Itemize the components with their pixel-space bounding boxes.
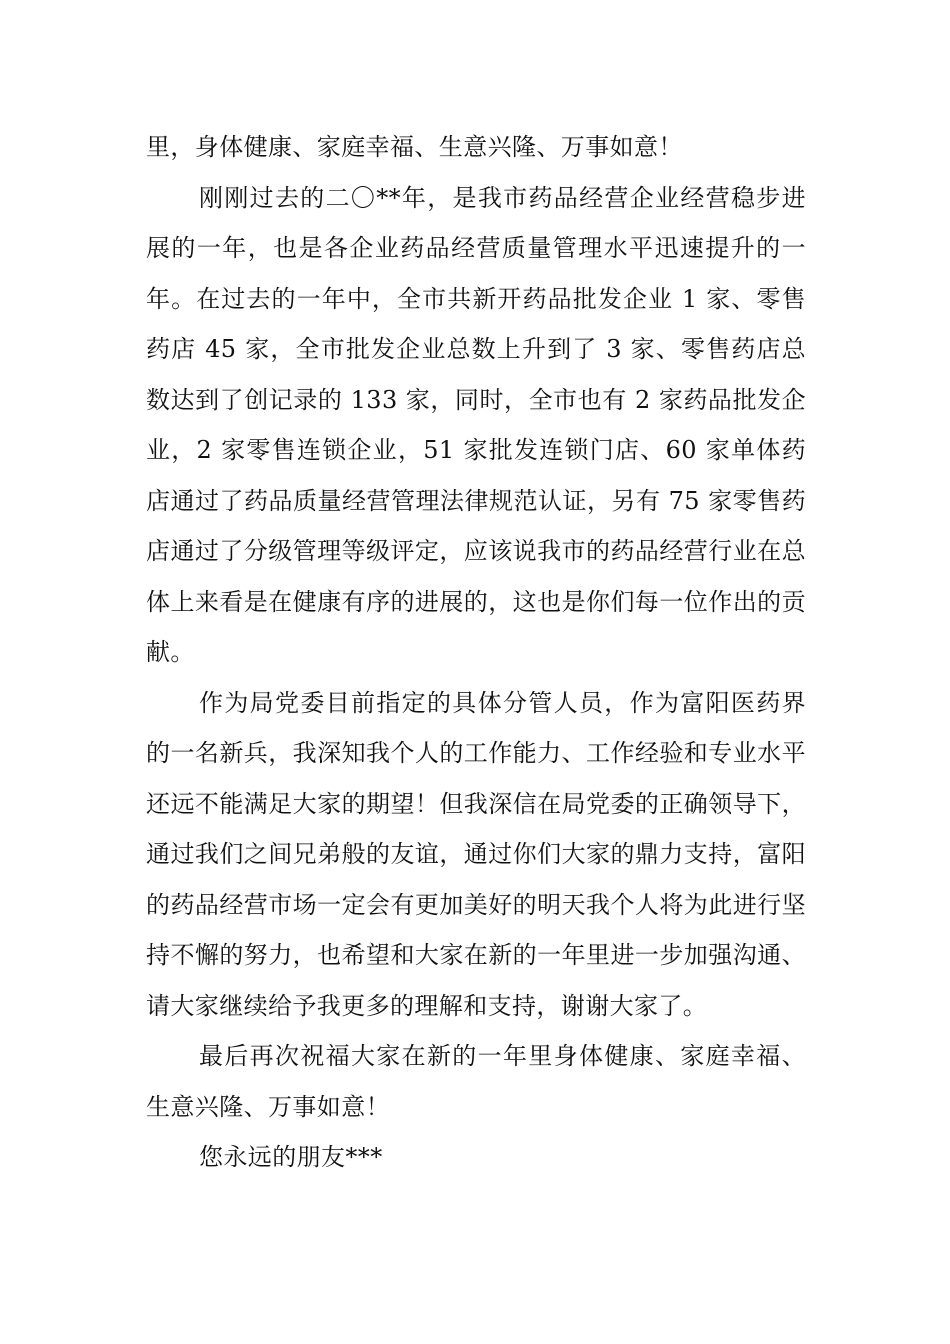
paragraph-annual-review: 刚刚过去的二〇**年，是我市药品经营企业经营稳步进展的一年，也是各企业药品经营质量管理水平迅速提升的一年。在过去的一年中，全市共新开药品批发企业 1 家、零售药店 45 家，全市批发企业总数上升到了 3 家、零售药店总数达到了创记录的 133 家，同时，全市也有 2 家药品批发企业，2 家零售连锁企业，51 家批发连锁门店、60 家单体药店通过了药品质量经营管理法律规范认证，另有 75 家零售药店通过了分级管理等级评定，应该说我市的药品经营行业在总体上来看是在健康有序的进展的，这也是你们每一位作出的贡献。 <box>146 183 806 666</box>
paragraph-personal-commitment: 作为局党委目前指定的具体分管人员，作为富阳医药界的一名新兵，我深知我个人的工作能力、工作经验和专业水平还远不能满足大家的期望！但我深信在局党委的正确领导下，通过我们之间兄弟般的友谊，通过你们大家的鼎力支持，富阳的药品经营市场一定会有更加美好的明天我个人将为此进行坚持不懈的努力，也希望和大家在新的一年里进一步加强沟通、请大家继续给予我更多的理解和支持，谢谢大家了。 <box>146 688 806 1020</box>
signature-line: 您永远的朋友*** <box>199 1143 383 1171</box>
paragraph-closing-wishes: 最后再次祝福大家在新的一年里身体健康、家庭幸福、生意兴隆、万事如意！ <box>146 1042 806 1121</box>
paragraph-opening-continuation: 里，身体健康、家庭幸福、生意兴隆、万事如意！ <box>146 133 683 161</box>
document-body <box>146 122 806 1183</box>
